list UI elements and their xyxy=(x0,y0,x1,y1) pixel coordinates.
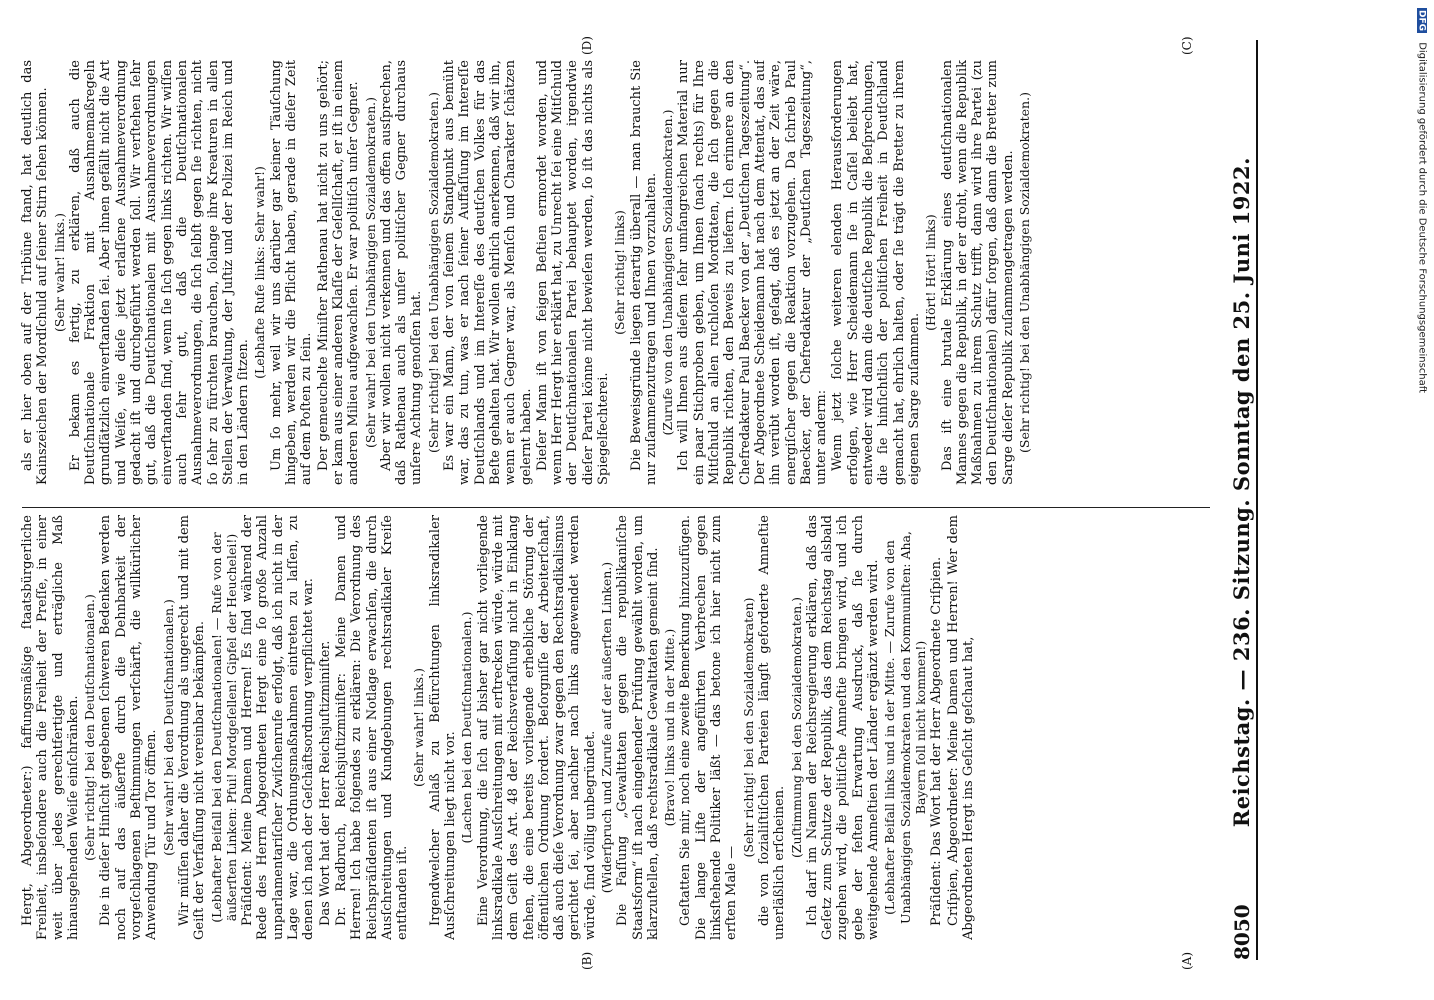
paragraph: (Lebhafter Beifall bei den Deutſchnationalen! — Rufe von der äußerſten Linken: Pfui! Mordgeſellen! Gipfel der Heuchelei!) xyxy=(208,532,239,923)
paragraph: die von ſozialiſtiſchen Parteien längſt geforderte Amneſtie unerläßlich erſcheinen. xyxy=(756,515,788,940)
paragraph: Wir müſſen daher die Verordnung als ungerecht und mit dem Geiſt der Verfaſſung nicht vereinbar bekämpfen. xyxy=(176,515,208,940)
paragraph: Dieſer Mann iſt von feigen Beſtien ermordet worden, und wenn Herr Hergt hier erklärt hat, zu Unrecht ſei eine Mitſchuld der Deutſchnationalen Partei behauptet worden, irgendwie dieſer Partei könne nicht bewieſen werden, ſo iſt das nichts als Spiegelfechterei. xyxy=(534,60,611,485)
right-column xyxy=(20,60,1210,485)
paragraph: (Sehr richtig! bei den Deutſchnationalen.) xyxy=(82,594,98,861)
paragraph: Geſtatten Sie mir, noch eine zweite Bemerkung hinzuzufügen. Die lange Liſte der angeführten Verbrechen gegen linksſtehende Politiker läßt — das betone ich hier nicht zum erſten Male — xyxy=(678,515,740,940)
paragraph: (Bravo! links und in der Mitte.) xyxy=(662,628,678,827)
paragraph: Aber wir wollen nicht verkennen und das offen ausſprechen, daß Rathenau auch als unſer politiſcher Gegner durchaus unſere Achtung genoſſen hat. xyxy=(378,60,425,485)
paragraph: Dr. Radbruch, Reichsjuſtizminiſter: Meine Damen und Herren! Ich habe folgendes zu erklären: Die Verordnung des Reichspräſidenten iſt aus einer Notlage erwachſen, die durch Ausſchreitungen und Kundgebungen rechtsradikaler Kreiſe entſtanden iſt. xyxy=(333,515,411,940)
paragraph: Hergt, Abgeordneter:) faffungsmäßige ſtaatsbürgerliche Freiheit, insbeſondere auch die Freiheit der Preſſe, in einer weit über jedes gerechtfertigte und erträgliche Maß hinausgehenden Weiſe einſchränken. xyxy=(20,515,81,940)
paragraph: Es war ein Mann, der von ſeinem Standpunkt aus bemüht war, das zu tun, was er nach ſeiner Auffaſſung im Intereſſe Deutſchlands und im Intereſſe des deutſchen Volkes für das Beſte gehalten hat. Wir wollen ehrlich anerkennen, daß wir ihn, wenn er auch Gegner war, als Menſch und Charakter ſchätzen gelernt haben. xyxy=(442,60,534,485)
paragraph: Eine Verordnung, die ſich auf bisher gar nicht vorliegende linksradikale Ausſchreitungen mit erſtrecken würde, würde mit dem Geiſt des Art. 48 der Reichsverfaſſung nicht in Einklang ſtehen, die eine bereits vorliegende erhebliche Störung der öffentlichen Ordnung fordert. Beſorgniſſe der Arbeiterſchaft, daß auch dieſe Verordnung zwar gegen den Rechtsradikalismus gerichtet ſei, aber nachher nach links angewendet werden würde, ſind völlig unbegründet. xyxy=(475,515,598,940)
page-header xyxy=(1220,40,1254,960)
paragraph: (Sehr wahr! bei den Unabhängigen Sozialdemokraten.) xyxy=(362,96,378,449)
paragraph: Präſident: Meine Damen und Herren! Es ſind während der Rede des Herrn Abgeordneten Hergt eine ſo große Anzahl unparlamentariſcher Zwiſchenrufe erfolgt, daß ich nicht in der Lage war, die Ordnungsmaßnahmen eintreten zu laſſen, zu denen ich nach der Geſchäftsordnung verpflichtet war. xyxy=(240,515,317,940)
paragraph: (Sehr wahr! bei den Deutſchnationalen.) xyxy=(160,599,176,856)
paragraph: Das iſt eine brutale Erklärung eines deutſchnationalen Mannes gegen die Republik, in der er droht, wenn die Republik Maßnahmen zu ihrem Schutz trifft, dann wird ihre Partei (zu den Deutſchnationalen) dafür ſorgen, daß dann die Bretter zum Sarge dieſer Republik zuſammengetragen werden. xyxy=(939,60,1016,485)
paragraph: (Lachen bei den Deutſchnationalen.) xyxy=(459,611,475,844)
paragraph: Präſident: Das Wort hat der Herr Abgeordnete Criſpien. xyxy=(929,556,945,926)
paragraph: (Sehr richtig! bei den Sozialdemokraten) xyxy=(740,597,756,858)
dfg-logo: DFG xyxy=(1416,10,1427,32)
paragraph: Um ſo mehr, weil wir uns darüber gar keiner Täuſchung hingeben, werden wir die Pflicht haben, gerade in dieſer Zeit auf dem Poſten zu ſein. xyxy=(268,60,315,485)
paragraph: Ich will Ihnen aus dieſem ſehr umfangreichen Material nur ein paar Stichproben geben, um Ihnen (nach rechts) für Ihre Mitſchuld an allen ruchloſen Mordtaten, die ſich gegen die Republik richten, den Beweis zu liefern. Ich erinnere an den Chefredakteur Paul Baecker von der „Deutſchen Tageszeitung“. Der Abgeordnete Scheidemann hat nach dem Attentat, das auf ihn verübt worden iſt, geſagt, daß es jetzt an der Zeit wäre, energiſcher gegen die Reaktion vorzugehen. Da ſchrieb Paul Baecker, der Chefredakteur der „Deutſchen Tageszeitung“, unter anderm: xyxy=(676,60,830,485)
paragraph: Ich darf im Namen der Reichsregierung erklären, daß das Geſetz zum Schutze der Republik, das dem Reichstag alsbald zugehen wird, die politiſche Amneſtie bringen wird, und ich gebe der feſten Erwartung Ausdruck, daß ſie durch weitgehende Amneſtien der Länder ergänzt werden wird. xyxy=(804,515,882,940)
paragraph: (Sehr wahr! links.) xyxy=(411,668,427,787)
running-head: Reichstag. — 236. Sitzung. Sonntag den 25. Juni 1922. xyxy=(1229,157,1254,828)
paragraph: Die Faſſung „Gewalttaten gegen die republikaniſche Staatsform“ iſt nach eingehender Prüfung gewählt worden, um klarzuſtellen, daß rechtsradikale Gewalttaten gemeint ſind. xyxy=(615,515,661,940)
paragraph: Der gemeuchelte Miniſter Rathenau hat nicht zu uns gehört; er kam aus einer anderen Klaſſe der Geſellſchaft, er iſt in einem anderen Milieu aufgewachſen. Er war politiſch unſer Gegner. xyxy=(315,60,362,485)
paragraph: Wenn jetzt ſolche weiteren elenden Herausforderungen erfolgen, wie Herr Scheidemann ſie in Caſſel beliebt hat, entweder wird dann die deutſche Republik die Beſprechungen, die ſie hinſichtlich der politiſchen Freiheit in Deutſchland gemacht hat, ehrlich halten, oder ſie trägt die Bretter zu ihrem eigenen Sarge zuſammen. xyxy=(830,60,922,485)
paragraph: Criſpien, Abgeordneter: Meine Damen und Herren! Wer dem Abgeordneten Hergt ins Geſicht geſchaut hat, xyxy=(945,515,976,940)
digitization-credit xyxy=(1414,8,1430,992)
paragraph: (Sehr richtig! bei den Unabhängigen Sozialdemokraten.) xyxy=(1017,92,1032,453)
margin-mark-c: (C) xyxy=(1180,36,1194,55)
page-number: 8050 xyxy=(1230,904,1254,960)
paragraph: (Sehr richtig! bei den Unabhängigen Sozialdemokraten.) xyxy=(425,92,441,453)
paragraph: (Lebhafter Beifall links und in der Mitte. — Zurufe von den Unabhängigen Sozialdemokraten und den Kommuniſten: Aha, Bayern ſoll nicht kommen!) xyxy=(882,531,928,924)
paragraph: Das Wort hat der Herr Reichsjuſtizminiſter. xyxy=(317,640,333,926)
credit-text: Digitalisierung gefördert durch die Deutsche Forschungsgemeinschaft xyxy=(1416,42,1428,394)
left-column xyxy=(20,515,1210,940)
paragraph: (Widerſpruch und Zurufe auf der äußerſten Linken.) xyxy=(598,561,614,894)
margin-mark-a: (A) xyxy=(1180,951,1194,970)
column-divider xyxy=(22,507,1210,508)
paragraph: Die in dieſer Hinſicht gegebenen ſchweren Bedenken werden noch auf das äußerſte durch die Dehnbarkeit der vorgeſchlagenen Beſtimmungen verſchärft, die willkürlicher Anwendung Tür und Tor öffnen. xyxy=(98,515,160,940)
margin-mark-d: (D) xyxy=(580,36,594,55)
paragraph: (Zuſtimmung bei den Sozialdemokraten.) xyxy=(788,596,804,859)
paragraph: als er hier oben auf der Tribüne ſtand, hat deutlich das Kainszeichen der Mordſchuld auf ſeiner Stirn ſehen können. xyxy=(20,60,51,485)
paragraph: (Sehr richtig! links) xyxy=(612,210,628,335)
paragraph: (Hört! Hört! links) xyxy=(923,214,939,331)
header-rule xyxy=(1256,40,1258,960)
paragraph: (Zurufe von den Unabhängigen Sozialdemokraten.) xyxy=(660,109,676,436)
margin-mark-b: (B) xyxy=(580,951,594,970)
paragraph: (Lebhafte Rufe links: Sehr wahr!) xyxy=(252,166,268,379)
paragraph: (Sehr wahr! links.) xyxy=(51,213,67,332)
paragraph: Er bekam es fertig, zu erklären, daß auch die Deutſchnationale Fraktion mit Ausnahmemaßregeln grundſätzlich einverſtanden ſei. Aber ihnen gefällt nicht die Art und Weiſe, wie dieſe jetzt erlaſſene Ausnahmeverordnung gedacht iſt und durchgeführt werden ſoll. Wir verſtehen ſehr gut, daß die Deutſchnationalen mit Ausnahmeverordnungen einverſtanden ſind, wenn ſie ſich gegen links richten. Wir wiſſen auch ſehr gut, daß die Deutſchnationalen Ausnahmeverordnungen, die ſich ſelbſt gegen ſie richten, nicht ſo ſehr zu fürchten brauchen, ſolange ihre Kreaturen in allen Stellen der Verwaltung, der Juſtiz und der Polizei im Reich und in den Ländern ſitzen. xyxy=(67,60,252,485)
paragraph: Die Beweisgründe liegen derartig überall — man braucht Sie nur zuſammenzutragen und Ihnen vorzuhalten. xyxy=(628,60,659,485)
paragraph: Irgendwelcher Anlaß zu Befürchtungen linksradikaler Ausſchreitungen liegt nicht vor. xyxy=(427,515,459,940)
